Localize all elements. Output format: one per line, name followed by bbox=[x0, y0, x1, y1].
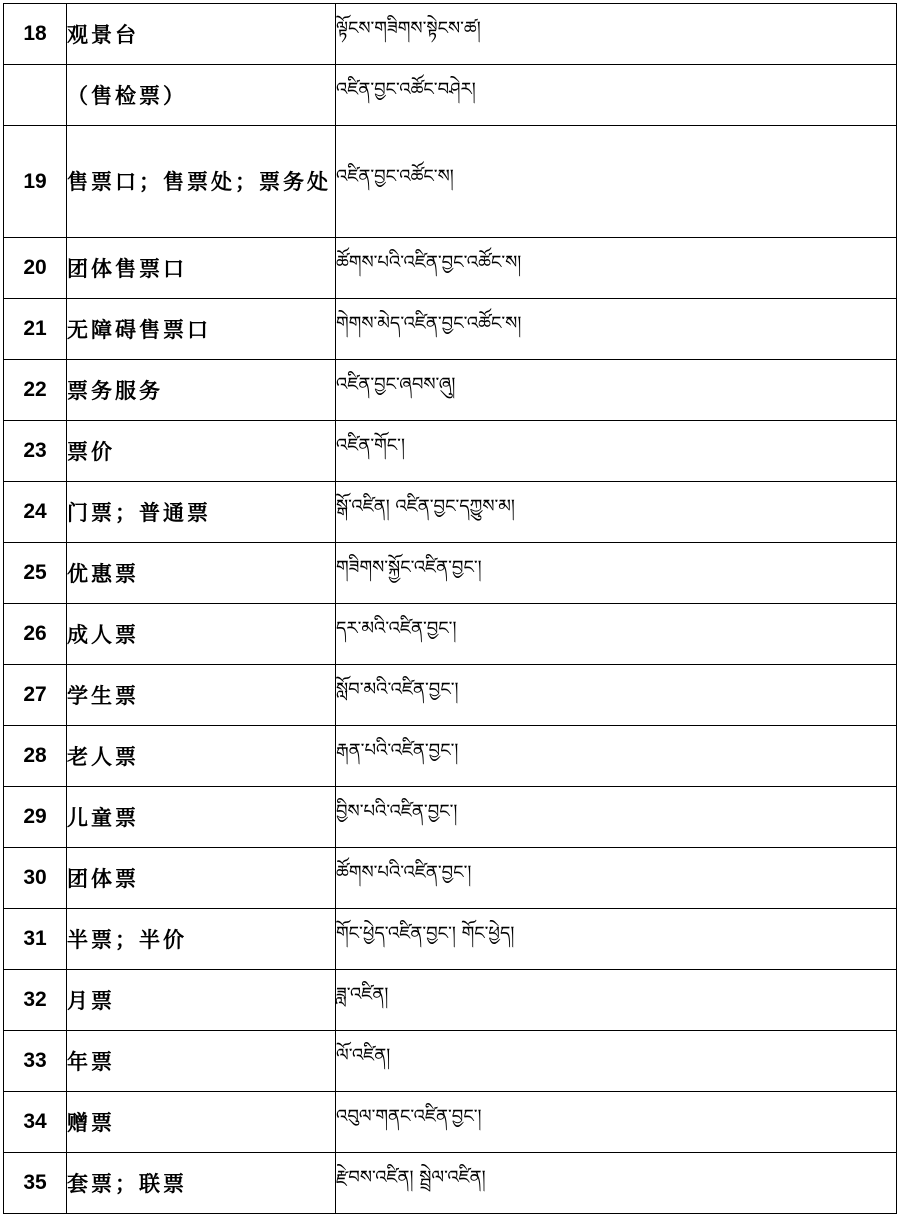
table-row bbox=[4, 421, 897, 482]
row-number: 21 bbox=[4, 299, 67, 360]
chinese-term: 售票口；售票处；票务处 bbox=[67, 126, 336, 238]
chinese-term: 年票 bbox=[67, 1031, 336, 1092]
chinese-term: 团体票 bbox=[67, 848, 336, 909]
chinese-term: 无障碍售票口 bbox=[67, 299, 336, 360]
tibetan-term: གེགས་མེད་འཛིན་བྱང་འཚོང་ས། bbox=[336, 299, 897, 360]
row-number: 33 bbox=[4, 1031, 67, 1092]
tibetan-term: འཛིན་བྱང་འཚོང་བཤེར། bbox=[336, 65, 897, 126]
row-number: 22 bbox=[4, 360, 67, 421]
table-row bbox=[4, 482, 897, 543]
row-number: 28 bbox=[4, 726, 67, 787]
tibetan-term: འཛིན་གོང་། bbox=[336, 421, 897, 482]
row-number: 26 bbox=[4, 604, 67, 665]
tibetan-term: སློབ་མའི་འཛིན་བྱང་། bbox=[336, 665, 897, 726]
row-number: 32 bbox=[4, 970, 67, 1031]
tibetan-term: ཚོགས་པའི་འཛིན་བྱང་འཚོང་ས། bbox=[336, 238, 897, 299]
chinese-term: 套票；联票 bbox=[67, 1153, 336, 1214]
tibetan-term: དར་མའི་འཛིན་བྱང་། bbox=[336, 604, 897, 665]
chinese-term: （售检票） bbox=[67, 65, 336, 126]
row-number: 25 bbox=[4, 543, 67, 604]
row-number: 35 bbox=[4, 1153, 67, 1214]
row-number: 24 bbox=[4, 482, 67, 543]
chinese-term: 老人票 bbox=[67, 726, 336, 787]
chinese-term: 学生票 bbox=[67, 665, 336, 726]
row-number: 31 bbox=[4, 909, 67, 970]
chinese-term: 赠票 bbox=[67, 1092, 336, 1153]
table-row bbox=[4, 665, 897, 726]
table-row bbox=[4, 604, 897, 665]
row-number: 27 bbox=[4, 665, 67, 726]
table-row bbox=[4, 787, 897, 848]
glossary-table bbox=[3, 3, 897, 1214]
tibetan-term: རྫེབས་འཛིན། སྦྲེལ་འཛིན། bbox=[336, 1153, 897, 1214]
table-row bbox=[4, 1153, 897, 1214]
table-row bbox=[4, 909, 897, 970]
table-row bbox=[4, 4, 897, 65]
tibetan-term: ལྟོངས་གཟིགས་སྟེངས་ཚ། bbox=[336, 4, 897, 65]
row-number: 30 bbox=[4, 848, 67, 909]
tibetan-term: ཟླ་འཛིན། bbox=[336, 970, 897, 1031]
table-row bbox=[4, 299, 897, 360]
tibetan-term: འབུལ་གནང་འཛིན་བྱང་། bbox=[336, 1092, 897, 1153]
chinese-term: 票价 bbox=[67, 421, 336, 482]
tibetan-term: ལོ་འཛིན། bbox=[336, 1031, 897, 1092]
row-number: 18 bbox=[4, 4, 67, 65]
table-row bbox=[4, 1031, 897, 1092]
chinese-term: 票务服务 bbox=[67, 360, 336, 421]
chinese-term: 成人票 bbox=[67, 604, 336, 665]
table-row bbox=[4, 238, 897, 299]
tibetan-term: འཛིན་བྱང་ཞབས་ཞུ། bbox=[336, 360, 897, 421]
table-row bbox=[4, 126, 897, 238]
tibetan-term: འཛིན་བྱང་འཚོང་ས། bbox=[336, 126, 897, 238]
table-row bbox=[4, 970, 897, 1031]
chinese-term: 观景台 bbox=[67, 4, 336, 65]
tibetan-term: བྱིས་པའི་འཛིན་བྱང་། bbox=[336, 787, 897, 848]
row-number: 20 bbox=[4, 238, 67, 299]
table-row bbox=[4, 65, 897, 126]
chinese-term: 半票；半价 bbox=[67, 909, 336, 970]
chinese-term: 团体售票口 bbox=[67, 238, 336, 299]
table-row bbox=[4, 543, 897, 604]
tibetan-term: སྒོ་འཛིན། འཛིན་བྱང་དཀྱུས་མ། bbox=[336, 482, 897, 543]
row-number: 29 bbox=[4, 787, 67, 848]
chinese-term: 儿童票 bbox=[67, 787, 336, 848]
tibetan-term: གོང་ཕྱེད་འཛིན་བྱང་། གོང་ཕྱེད། bbox=[336, 909, 897, 970]
chinese-term: 月票 bbox=[67, 970, 336, 1031]
row-number bbox=[4, 65, 67, 126]
table-row bbox=[4, 360, 897, 421]
tibetan-term: ཚོགས་པའི་འཛིན་བྱང་། bbox=[336, 848, 897, 909]
row-number: 19 bbox=[4, 126, 67, 238]
tibetan-term: རྒན་པའི་འཛིན་བྱང་། bbox=[336, 726, 897, 787]
tibetan-term: གཟིགས་སྐྱོང་འཛིན་བྱང་། bbox=[336, 543, 897, 604]
table-row bbox=[4, 1092, 897, 1153]
table-row bbox=[4, 726, 897, 787]
row-number: 34 bbox=[4, 1092, 67, 1153]
row-number: 23 bbox=[4, 421, 67, 482]
chinese-term: 门票；普通票 bbox=[67, 482, 336, 543]
chinese-term: 优惠票 bbox=[67, 543, 336, 604]
table-row bbox=[4, 848, 897, 909]
